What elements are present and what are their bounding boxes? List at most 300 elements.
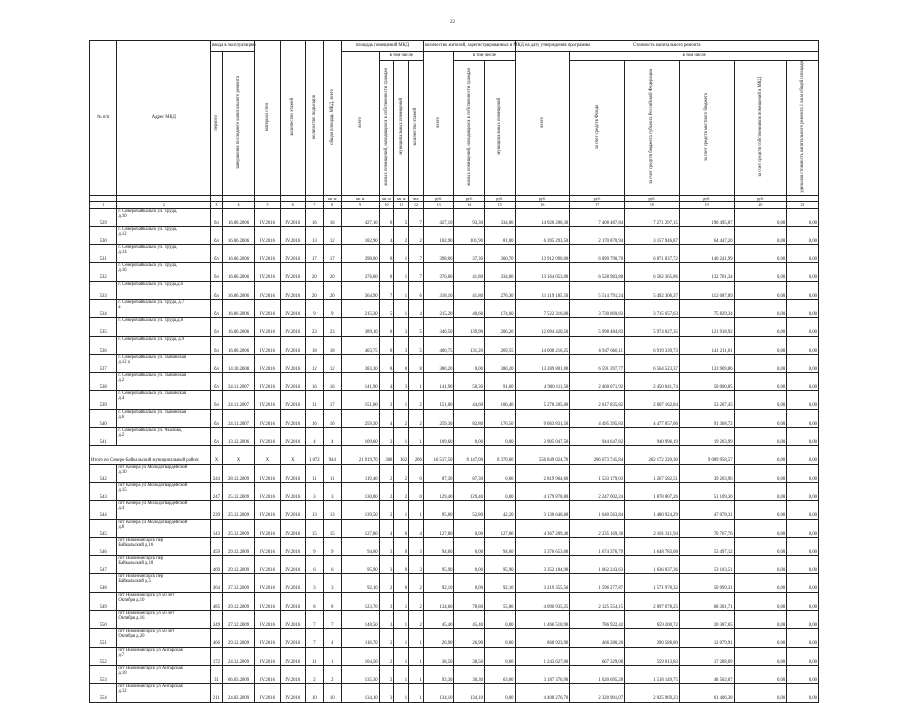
row-number: 536 [90,336,117,354]
data-cell: 129,40 [423,482,454,500]
data-cell: 1 518 149,75 [625,665,680,683]
data-cell: IV.2016 [255,574,280,592]
address-cell [117,299,211,317]
data-cell: 2 [394,482,409,500]
data-cell: 11 [323,464,341,482]
row-number: 540 [90,409,117,427]
data-cell: 0,00 [484,611,515,629]
data-cell: 9 063 831,50 [515,409,570,427]
table-row [90,299,819,317]
address-line-1: г. Северобайкальск ул. Труда, [118,208,178,214]
column-number-cell: 17 [570,202,625,208]
data-cell: 1 620 695,28 [570,665,625,683]
row-number: 553 [90,665,117,683]
data-cell: бл [211,226,223,244]
address-cell [117,263,211,281]
data-cell: 1 072 [305,446,323,464]
data-cell: 53 207,45 [679,391,734,409]
data-cell: 1 [409,684,424,702]
data-cell: 0 [409,464,424,482]
data-cell: IV.2016 [255,336,280,354]
data-cell: 1 480 924,29 [625,501,680,519]
data-cell: 23 [305,318,323,336]
data-cell: 16 [305,208,323,226]
data-cell: 93,30 [454,208,485,226]
address-line-1: г. Северобайкальск ул. Тывинская [118,391,186,397]
data-cell: 0,00 [787,226,819,244]
data-cell: 2 247 002,24 [570,482,625,500]
data-cell: 68 301,71 [679,592,734,610]
data-cell: 0,00 [734,409,787,427]
data-cell: 1 571 978,32 [625,574,680,592]
data-cell: 0,00 [734,501,787,519]
data-cell: 29.12.2009 [222,537,255,555]
address-line-1: г. Северобайкальск ул. Труда, д.7 [118,299,185,305]
data-cell: 0 [394,519,409,537]
header-commission-last [222,52,255,196]
header-total-area [323,41,341,196]
row-number: 535 [90,318,117,336]
data-cell: IV.2016 [255,611,280,629]
data-cell: 17 [305,245,323,263]
data-cell: 13 [323,501,341,519]
data-cell: 25.12.2009 [222,519,255,537]
table-row [90,592,819,610]
data-cell: 148,50 [341,611,379,629]
data-cell: 4 367 289,40 [515,519,570,537]
data-cell: 12 [323,226,341,244]
data-cell: 12 [305,354,323,372]
data-cell: 3 [409,537,424,555]
data-cell: IV.2016 [280,263,305,281]
address-cell [117,208,211,226]
data-cell: 0,00 [787,428,819,446]
data-cell: 75 829,34 [679,299,734,317]
data-cell: 21 919,70 [341,446,379,464]
address-cell [117,665,211,683]
data-cell: 119,40 [341,464,379,482]
data-cell: 104,50 [341,647,379,665]
header-area-total [341,52,379,196]
data-cell: бл [211,208,223,226]
data-cell: 349 [211,611,223,629]
data-cell: IV.2016 [255,263,280,281]
data-cell: IV.2016 [280,482,305,500]
data-cell: IV.2016 [255,464,280,482]
data-cell: 1 [409,373,424,391]
data-cell: 24.12.2009 [222,647,255,665]
address-line-1: г. Северобайкальск ул. Чкалова, [118,428,182,434]
data-cell: 389,10 [341,318,379,336]
data-cell: 139,90 [454,318,485,336]
data-cell: бл [211,354,223,372]
data-cell: 16 [323,409,341,427]
data-cell: 0,00 [484,428,515,446]
address-line-1: г. Северобайкальск ул. Труда,д.8 [118,318,184,324]
table-row [90,537,819,555]
data-cell: 403,75 [341,336,379,354]
address-line-2: д.8 [118,524,125,530]
data-cell: X [222,446,255,464]
header-floors-text: количество этажей [290,98,296,136]
data-cell: 1 [394,245,409,263]
data-cell: 6 591 397,77 [570,354,625,372]
data-cell: 1 648 783,08 [625,537,680,555]
header-no: № п/п [90,41,117,196]
data-cell: 123,70 [341,592,379,610]
data-cell: 0,00 [734,226,787,244]
data-cell: 0,00 [734,354,787,372]
data-cell: 20 [305,281,323,299]
address-line-1: пгт Нижнеангарск ул 50 лет [118,592,175,598]
data-cell: 91,60 [484,373,515,391]
data-cell: 3 219 355,50 [515,574,570,592]
data-cell: 0,00 [787,611,819,629]
data-cell: 1 533 179,03 [570,464,625,482]
data-cell: 2 819 964,60 [515,464,570,482]
data-cell: 786 922,42 [570,611,625,629]
data-cell: 41,80 [454,281,485,299]
data-cell: IV.2016 [280,611,305,629]
data-cell: IV.2016 [280,464,305,482]
unit-cell: руб. [515,195,570,201]
data-cell: IV.2016 [255,647,280,665]
data-cell: 7 [409,208,424,226]
data-cell: 109,60 [423,428,454,446]
data-cell: 0,00 [734,482,787,500]
header-floors [280,41,305,196]
data-cell: 3 [379,611,394,629]
data-cell: 41,80 [454,263,485,281]
data-cell: 334,80 [484,263,515,281]
data-cell: 7 [409,263,424,281]
data-cell: 9 [305,299,323,317]
data-cell: 0,00 [734,684,787,702]
data-cell: 7 522 316,00 [515,299,570,317]
data-cell: 390 588,80 [625,629,680,647]
data-cell: IV.2016 [255,318,280,336]
address-cell [117,354,211,372]
header-entrances-text: количество подъездов [311,94,317,139]
row-number: 545 [90,519,117,537]
data-cell: 334,80 [484,208,515,226]
data-cell: 0,00 [787,501,819,519]
address-line-2: Байкальский д.18 [118,561,154,567]
data-cell: 0,00 [787,629,819,647]
address-cell [117,629,211,647]
row-number: 552 [90,647,117,665]
data-cell: 87,30 [423,464,454,482]
address-cell [117,336,211,354]
header-cost-owners [734,61,787,196]
data-cell: 8 [409,354,424,372]
data-cell: 53 103,51 [679,556,734,574]
data-cell: 466 [211,629,223,647]
data-cell: 176,50 [484,409,515,427]
data-cell: IV.2016 [280,629,305,647]
table-row [90,354,819,372]
data-cell: 10 [305,684,323,702]
data-cell: 0,00 [787,537,819,555]
data-cell: 2 235 169,30 [570,519,625,537]
address-line-1: пгт Кичера ул Молодогвардейской [118,482,188,488]
row-number: 538 [90,373,117,391]
data-cell: 2 181 311,94 [625,519,680,537]
data-cell: 24.11.2007 [222,391,255,409]
data-cell: 3 [379,556,394,574]
data-cell: 2 [379,665,394,683]
data-cell: IV.2016 [255,519,280,537]
data-cell: 2 [379,647,394,665]
data-cell: 38,50 [454,647,485,665]
table-row [90,665,819,683]
address-line-2: д.10 [118,670,127,676]
data-cell: 2 [409,409,424,427]
address-line-1: пгт Кичера ул Молодогвардейской [118,501,188,507]
address-line-2: д.6 [118,414,125,420]
data-cell: 18 [323,336,341,354]
address-line-1: г. Северобайкальск ул. Тывинская [118,373,186,379]
data-cell: 134,10 [423,684,454,702]
data-cell: 5 [409,336,424,354]
table-row [90,208,819,226]
data-cell: 3 [379,537,394,555]
address-cell [117,611,211,629]
address-cell [117,482,211,500]
header-cost-local-text: за счет средств местного бюджета [704,92,710,161]
row-number: 534 [90,299,117,317]
data-cell: 0,00 [734,446,787,464]
data-cell: 4 495 395,83 [570,409,625,427]
data-cell: 13 [305,501,323,519]
data-cell: IV.2016 [280,647,305,665]
address-cell [117,428,211,446]
data-cell: 2 [409,391,424,409]
table-row [90,263,819,281]
data-cell: 3 [409,556,424,574]
data-cell: IV.2016 [255,226,280,244]
address-line-1: г. Северобайкальск ул. Труда, [118,226,178,232]
table-row [90,611,819,629]
unit-cell: кв. м [379,195,394,201]
address-line-2: д.14 [118,250,127,256]
data-cell: 0,00 [484,629,515,647]
header-commission-first-text: первого [213,114,219,131]
data-cell: 2 [305,665,323,683]
page-number: 22 [450,20,455,25]
table-row [90,318,819,336]
data-cell: 151,00 [423,391,454,409]
data-cell: 1 [409,665,424,683]
data-cell: 0,00 [787,464,819,482]
data-cell: 11 [305,647,323,665]
data-cell: 45,40 [454,611,485,629]
data-cell: IV.2016 [255,373,280,391]
data-cell: IV.2016 [255,299,280,317]
data-cell: 1 267 582,51 [625,464,680,482]
data-cell: 7 408 487,84 [570,208,625,226]
data-cell: 53 497,12 [679,537,734,555]
unit-cell: кв. м [394,195,409,201]
data-cell: 4 408 276,70 [515,684,570,702]
data-cell: 64 447,20 [679,226,734,244]
data-cell: 4 [409,519,424,537]
data-cell: 0 [409,482,424,500]
data-cell: 162 [394,446,409,464]
data-cell: 376,60 [423,263,454,281]
address-cell [117,537,211,555]
data-cell: 459 [211,537,223,555]
data-cell: 2 [379,629,394,647]
address-cell [117,409,211,427]
data-cell: 4 [379,519,394,537]
data-cell: бл [211,318,223,336]
data-cell: 42,20 [484,501,515,519]
row-number: 548 [90,574,117,592]
data-cell: 4 179 878,80 [515,482,570,500]
header-entrances [305,41,323,196]
unit-cell: руб. [679,195,734,201]
data-cell: IV.2016 [255,245,280,263]
data-cell: 0 [394,537,409,555]
data-cell: 16.06.2006 [222,299,255,317]
data-cell: 8 [379,354,394,372]
data-cell: 0,00 [787,592,819,610]
data-cell: 368 [379,446,394,464]
data-cell: 1 [323,647,341,665]
data-cell: 106,40 [484,391,515,409]
data-cell: 0,00 [734,391,787,409]
row-number: 529 [90,208,117,226]
data-cell: 239 [211,501,223,519]
data-cell: IV.2016 [280,574,305,592]
header-area-group: площадь помещений МКД [341,41,423,52]
data-cell: 8 [323,592,341,610]
table-row [90,245,819,263]
data-cell: 94,60 [341,537,379,555]
data-cell: 427,10 [341,208,379,226]
data-cell: 140 241,99 [679,245,734,263]
data-cell: 6 [305,556,323,574]
data-cell: 0,00 [787,245,819,263]
address-line-2: д.2 [118,433,125,439]
data-cell: 0,00 [734,592,787,610]
data-cell: X [255,446,280,464]
header-commission: ввода в эксплуатацию [211,41,255,52]
data-cell: IV.2016 [255,354,280,372]
data-cell: 659 200,72 [625,611,680,629]
data-cell: 13 164 053,00 [515,263,570,281]
data-cell: 12 094 420,50 [515,318,570,336]
header-commission-last-text: завершения последнего капитального ремонта [235,75,241,169]
data-cell: IV.2016 [280,391,305,409]
address-line-2: д.2 [118,378,125,384]
data-cell: 95,90 [341,556,379,574]
table-row [90,647,819,665]
data-cell: IV.2016 [280,208,305,226]
data-cell: 8 147,00 [454,446,485,464]
data-cell: X [211,446,223,464]
data-cell: 3 157 946,87 [625,226,680,244]
header-wall-material [255,41,280,196]
table-row [90,482,819,500]
header-unit-cost-text: удельная стоимость капитального ремонта 1 кв.м общей площади [799,61,805,193]
data-cell: 15 [305,519,323,537]
table-row [90,409,819,427]
data-cell: 172 [211,647,223,665]
data-cell: 06.03.2009 [222,665,255,683]
address-line-1: пгт Кичера ул Молодогвардейской [118,464,188,470]
data-cell: IV.2016 [280,245,305,263]
data-cell: 944 647,82 [570,428,625,446]
data-cell: бл [211,336,223,354]
data-cell: 3 [323,482,341,500]
data-cell: IV.2016 [280,501,305,519]
data-cell: 0,00 [734,519,787,537]
data-cell: 0,00 [787,482,819,500]
address-line-1: пгт Нижнеангарск пер [118,556,164,562]
data-cell: бл [211,428,223,446]
data-cell: 94,60 [484,537,515,555]
data-cell: IV.2016 [255,428,280,446]
data-cell: 1 [394,391,409,409]
data-cell: 1 662 243,63 [570,556,625,574]
data-cell: 2 [409,226,424,244]
data-cell: 39 203,96 [679,464,734,482]
data-cell: 13.12.2006 [222,428,255,446]
data-cell: 11 119 185,50 [515,281,570,299]
column-number-cell: 4 [222,202,255,208]
data-cell: 4 [323,428,341,446]
address-cell [117,391,211,409]
data-cell: 0,00 [787,647,819,665]
data-cell: 14 008 216,25 [515,336,570,354]
header-residents-total-text: всего [435,117,441,128]
address-line-1: пгт Нижнеангарск ул Ангарская [118,684,183,690]
data-cell: 6 395 293,50 [515,226,570,244]
data-cell: 0,00 [454,556,485,574]
data-cell: 14 920 280,30 [515,208,570,226]
data-cell: 346,50 [423,318,454,336]
data-cell: 1 [409,629,424,647]
data-cell: 0,00 [787,354,819,372]
data-cell: 376,60 [341,263,379,281]
data-cell: 16.06.2006 [222,208,255,226]
data-cell: 12 [323,354,341,372]
row-number: 537 [90,354,117,372]
column-number-cell: 5 [255,202,280,208]
address-cell [117,556,211,574]
data-cell: 70 767,76 [679,519,734,537]
address-cell [117,574,211,592]
data-cell: 364 [211,574,223,592]
data-cell: 2 170 870,94 [570,226,625,244]
data-cell: 6 871 837,72 [625,245,680,263]
row-number: 550 [90,611,117,629]
row-number: 541 [90,428,117,446]
unit-cell: руб. [454,195,485,201]
data-cell: IV.2016 [280,318,305,336]
data-cell: 23 [323,318,341,336]
data-cell: 4 477 057,06 [625,409,680,427]
address-line-1: г. Северобайкальск ул. Тывинская [118,354,186,360]
data-cell: 24.02.2009 [222,684,255,702]
header-residents: количество жителей, зарегистрированных в МКД на дату утверждения программы [423,41,515,52]
data-cell: 244 [211,464,223,482]
data-cell: 0,00 [787,446,819,464]
column-number-cell: 20 [734,202,787,208]
column-number-cell: 16 [515,202,570,208]
